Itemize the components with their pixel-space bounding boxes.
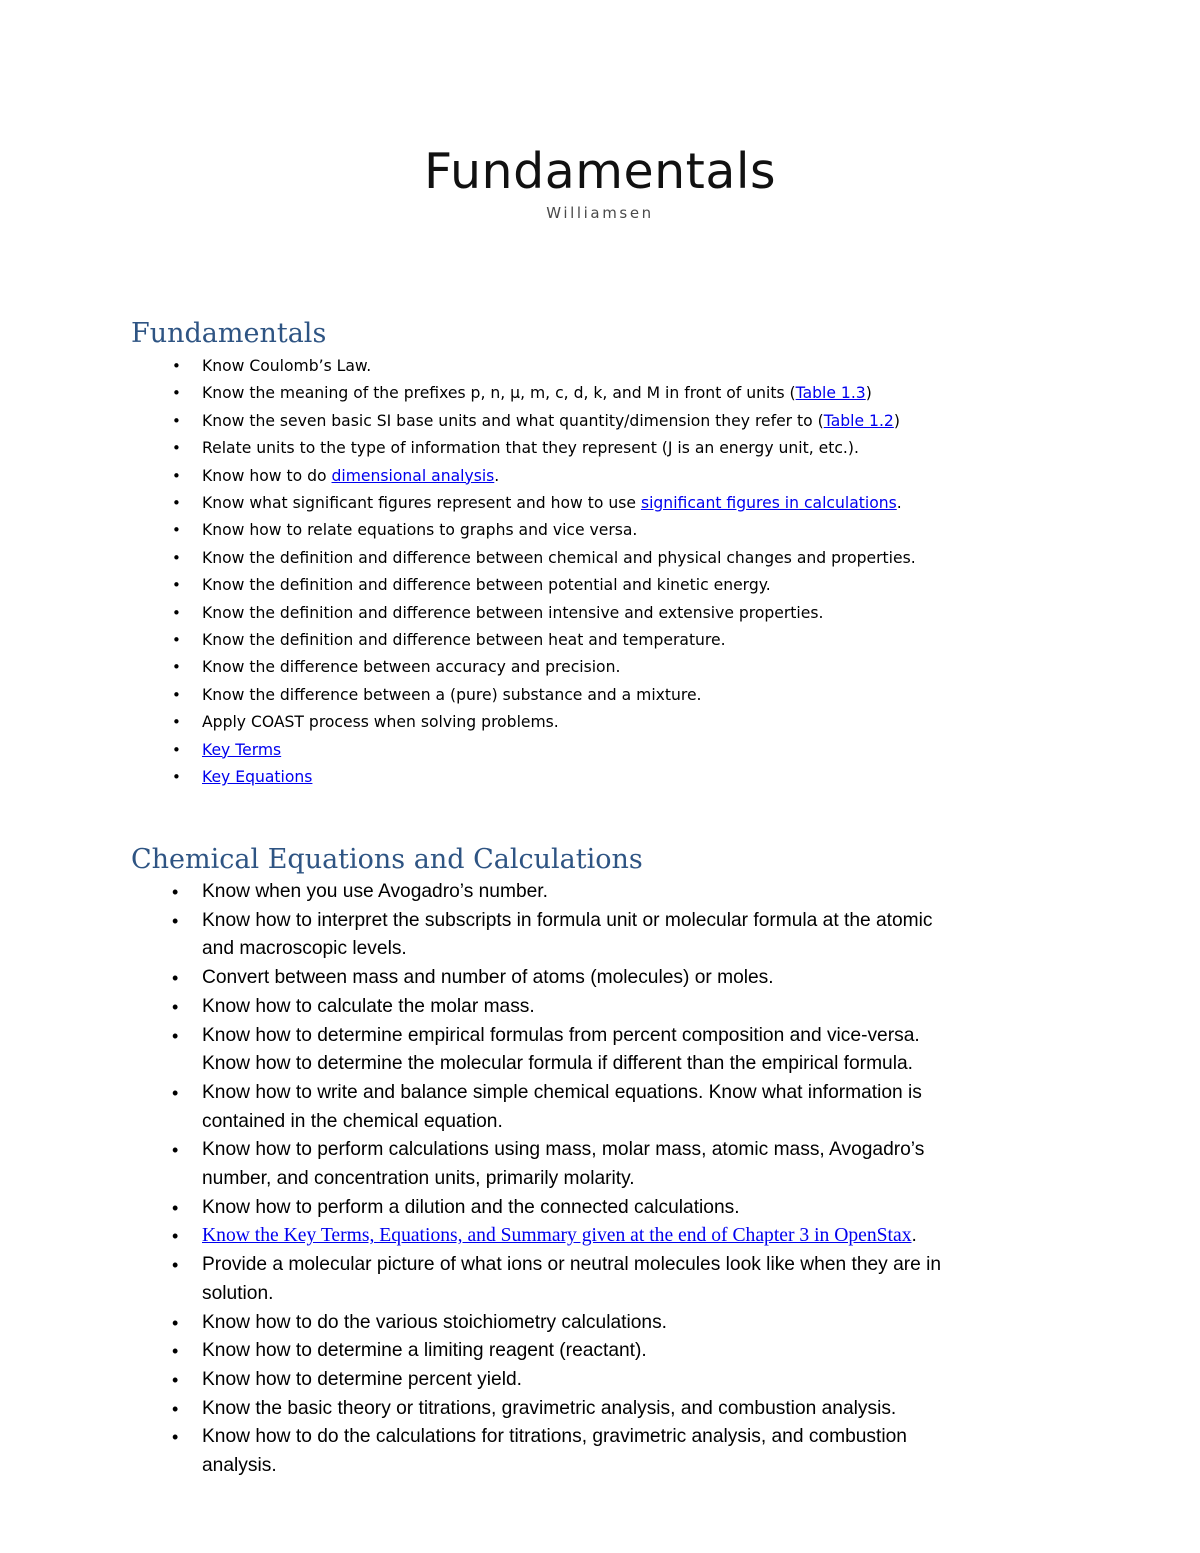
- list-item: [0, 709, 916, 736]
- bullet-icon: •: [172, 548, 181, 567]
- bullet-icon: •: [172, 1369, 179, 1390]
- section-heading-fundamentals: Fundamentals: [131, 318, 327, 349]
- list-item: [0, 627, 916, 654]
- list-item-text: contained in the chemical equation.: [202, 1110, 503, 1132]
- list-item-text: Know the difference between a (pure) substance and a mixture.: [202, 685, 702, 704]
- list-item: [0, 1309, 941, 1338]
- list-item-text: Know how to perform calculations using mass, molar mass, atomic mass, Avogadro’s: [202, 1139, 925, 1161]
- bullet-icon: •: [172, 713, 181, 732]
- bullet-icon: •: [172, 466, 181, 485]
- bullet-icon: •: [172, 685, 181, 704]
- list-item: [0, 545, 916, 572]
- list-item-text: Know what significant figures represent and how to use: [202, 494, 641, 513]
- list-item: [0, 1251, 941, 1280]
- list-item-text: Know how to calculate the molar mass.: [202, 995, 535, 1017]
- list-item-text-suffix: ): [865, 384, 872, 403]
- bullet-icon: •: [172, 1341, 179, 1362]
- list-item-text: Know how to determine percent yield.: [202, 1368, 522, 1390]
- list-item-text: Know Coulomb’s Law.: [202, 357, 372, 375]
- bullet-icon: •: [172, 740, 181, 759]
- bullet-icon: •: [172, 968, 179, 989]
- list-item-text: Know the seven basic SI base units and what quantity/dimension they refer to (: [202, 411, 824, 430]
- bullet-icon: •: [172, 603, 181, 622]
- list-item-text: Know how to relate equations to graphs and vice versa.: [202, 521, 638, 540]
- list-item: [0, 1022, 941, 1051]
- section-heading-chemical-equations: Chemical Equations and Calculations: [131, 844, 643, 875]
- list-item: [0, 353, 916, 380]
- list-item-text: solution.: [202, 1282, 274, 1304]
- list-item: [0, 1194, 941, 1223]
- bullet-icon: •: [172, 1025, 179, 1046]
- list-item: [0, 878, 941, 907]
- list-item-link[interactable]: dimensional analysis: [331, 466, 495, 485]
- list-item-link[interactable]: significant figures in calculations: [640, 494, 897, 513]
- list-item-text: Know how to do the various stoichiometry calculations.: [202, 1311, 667, 1333]
- list-item-text: Know how to write and balance simple chemical equations. Know what information is: [202, 1081, 922, 1103]
- list-item-text: number, and concentration units, primarily molarity.: [202, 1168, 635, 1190]
- list-item: [0, 517, 916, 544]
- bullet-icon: •: [172, 658, 181, 677]
- bullet-icon: •: [172, 631, 181, 650]
- bullet-icon: •: [172, 1398, 179, 1419]
- list-item-text: Know how to determine the molecular formula if different than the empirical formula.: [202, 1053, 913, 1075]
- list-item: [0, 993, 941, 1022]
- list-item: [0, 490, 916, 517]
- list-item-text: Convert between mass and number of atoms (molecules) or moles.: [202, 967, 774, 989]
- list-item-text-suffix: .: [494, 466, 500, 485]
- list-item-text: and macroscopic levels.: [202, 938, 407, 960]
- list-item: [0, 380, 916, 407]
- list-item: [0, 435, 916, 462]
- bullet-icon: •: [172, 521, 181, 540]
- bullet-icon: •: [172, 1255, 179, 1276]
- list-item-text-suffix: ): [893, 411, 900, 430]
- list-item-text: Know when you use Avogadro’s number.: [202, 881, 548, 902]
- list-item-link[interactable]: Table 1.3: [795, 384, 866, 403]
- list-item-text: Apply COAST process when solving problems.: [202, 713, 559, 732]
- list-item-text: Know how to determine empirical formulas from percent composition and vice-versa.: [202, 1024, 920, 1046]
- bullet-icon: •: [172, 1312, 179, 1333]
- list-item: [0, 1395, 941, 1424]
- bullet-icon: •: [172, 1082, 179, 1103]
- bullet-icon: •: [172, 357, 181, 375]
- chemical-equations-bullet-list: [0, 878, 941, 1481]
- list-item: [0, 654, 916, 681]
- bullet-icon: •: [172, 576, 181, 595]
- list-item-link[interactable]: Table 1.2: [823, 411, 894, 430]
- list-item: [0, 737, 916, 764]
- list-item-text: Relate units to the type of information that they represent (J is an energy unit, etc.).: [202, 439, 859, 458]
- list-item-link[interactable]: Know the Key Terms, Equations, and Summary given at the end of Chapter 3 in OpenStax: [202, 1225, 912, 1247]
- list-item-text-suffix: .: [911, 1225, 917, 1247]
- list-item-text: Provide a molecular picture of what ions or neutral molecules look like when they are in: [202, 1254, 942, 1276]
- list-item: [0, 1366, 941, 1395]
- list-item-text: Know how to interpret the subscripts in formula unit or molecular formula at the atomic: [202, 909, 933, 931]
- list-item-text: Know the definition and difference between heat and temperature.: [202, 631, 726, 650]
- list-item-continuation: [0, 1280, 941, 1309]
- bullet-icon: •: [172, 439, 181, 458]
- list-item: [0, 1079, 941, 1108]
- list-item-continuation: [0, 1165, 941, 1194]
- bullet-icon: •: [172, 996, 179, 1017]
- bullet-icon: •: [172, 882, 179, 902]
- list-item-continuation: [0, 935, 941, 964]
- list-item: [0, 964, 941, 993]
- bullet-icon: •: [172, 1427, 179, 1448]
- fundamentals-bullet-list: [0, 353, 916, 792]
- list-item-text: Know how to perform a dilution and the connected calculations.: [202, 1196, 740, 1218]
- list-item-text: Know the definition and difference between intensive and extensive properties.: [202, 603, 824, 622]
- list-item-text-suffix: .: [896, 494, 902, 513]
- list-item-text: Know how to determine a limiting reagent (reactant).: [202, 1340, 647, 1362]
- list-item-link[interactable]: Key Equations: [202, 768, 313, 787]
- list-item-text: Know the definition and difference between potential and kinetic energy.: [202, 576, 771, 595]
- list-item: [0, 1222, 941, 1251]
- list-item: [0, 572, 916, 599]
- list-item: [0, 600, 916, 627]
- bullet-icon: •: [172, 494, 181, 513]
- list-item-link[interactable]: Key Terms: [202, 740, 282, 759]
- list-item: [0, 1136, 941, 1165]
- list-item-text: analysis.: [202, 1455, 277, 1477]
- list-item: [0, 408, 916, 435]
- list-item-text: Know the basic theory or titrations, gravimetric analysis, and combustion analysis.: [202, 1397, 897, 1419]
- list-item: [0, 1423, 941, 1452]
- list-item-text: Know how to do the calculations for titrations, gravimetric analysis, and combustion: [202, 1426, 907, 1448]
- bullet-icon: •: [172, 384, 181, 403]
- list-item-continuation: [0, 1050, 941, 1079]
- bullet-icon: •: [172, 1226, 179, 1247]
- list-item-text: Know the definition and difference between chemical and physical changes and properties.: [202, 548, 916, 567]
- bullet-icon: •: [172, 1140, 179, 1161]
- bullet-icon: •: [172, 910, 179, 931]
- list-item: [0, 1337, 941, 1366]
- list-item-text: Know the meaning of the prefixes p, n, μ, m, c, d, k, and M in front of units (: [202, 384, 796, 403]
- list-item-text: Know how to do: [202, 466, 332, 485]
- bullet-icon: •: [172, 768, 181, 787]
- document-title: Fundamentals: [423, 143, 777, 200]
- list-item-text: Know the difference between accuracy and precision.: [202, 658, 621, 677]
- document-subtitle: Williamsen: [546, 204, 654, 222]
- list-item: [0, 463, 916, 490]
- list-item: [0, 764, 916, 791]
- bullet-icon: •: [172, 1197, 179, 1218]
- list-item-continuation: [0, 1452, 941, 1481]
- list-item-continuation: [0, 1108, 941, 1137]
- bullet-icon: •: [172, 411, 181, 430]
- list-item: [0, 682, 916, 709]
- list-item: [0, 907, 941, 936]
